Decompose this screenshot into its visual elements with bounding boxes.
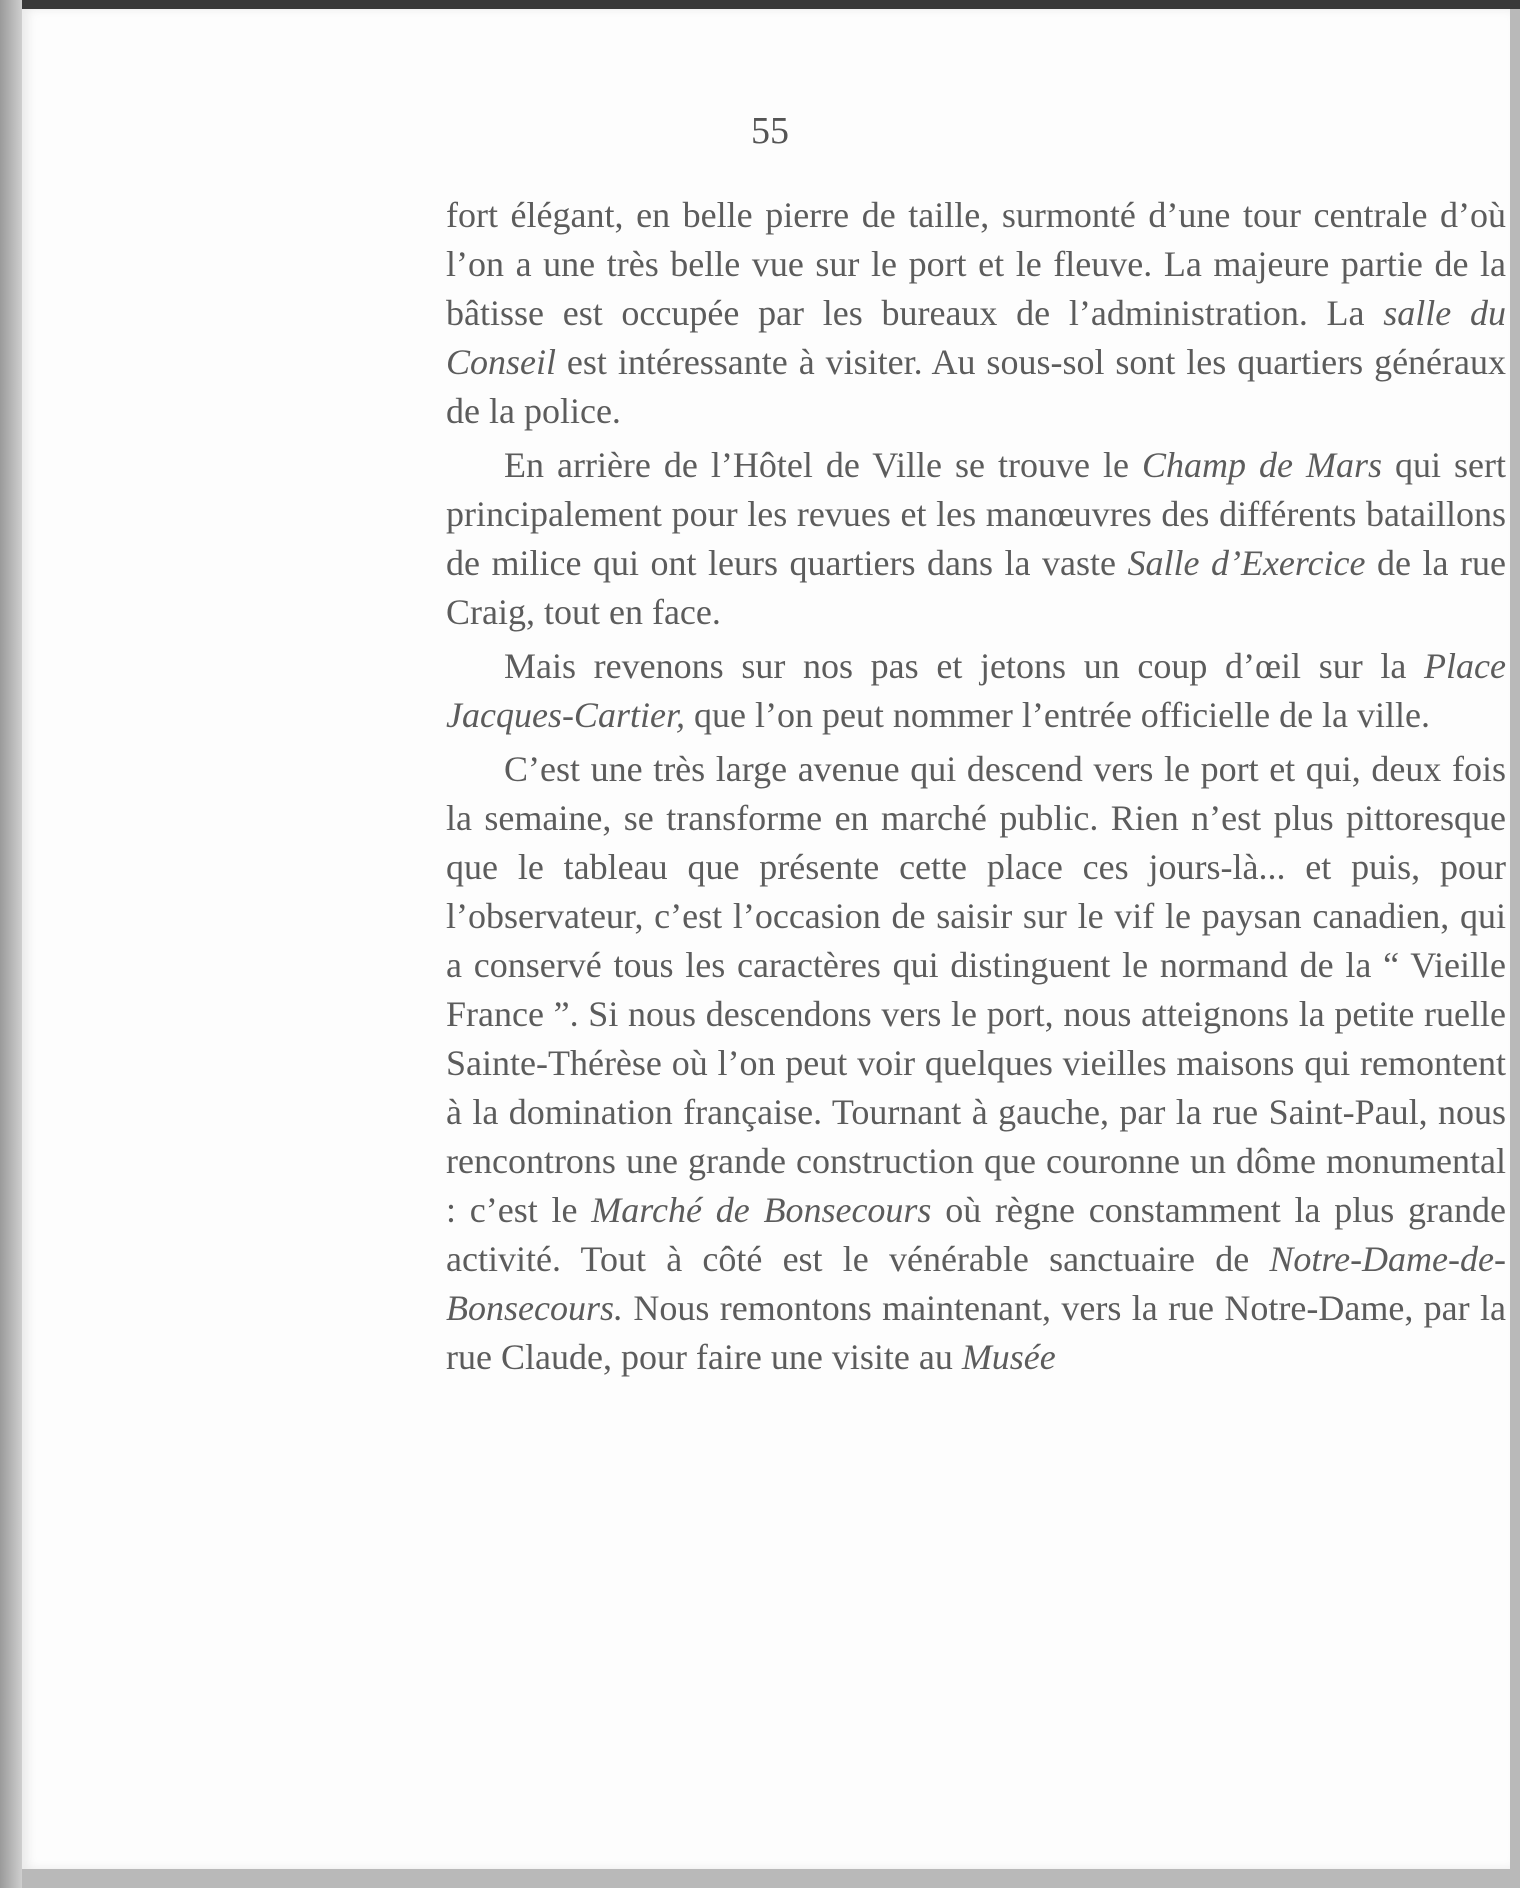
text-run: qui sert principalement pour les revues et les manœuvres des différents bataillons de milice qui ont leurs quartiers dans la vaste bbox=[446, 445, 1506, 583]
text-run: C’est une très large avenue qui descend vers le port et qui, deux fois la semaine, se transforme en marché public. Rien n’est plus pittoresque que le tableau que présente cette place ces jours-là... et puis, pour l’observateur, c’est l’occasion de saisir sur le vif le paysan canadien, qui a conservé tous les caractères qui distinguent le normand de la “ Vieille France ”. Si nous descendons vers le port, nous atteignons la petite ruelle Sainte-Thérèse où l’on peut voir quelques vieilles maisons qui remontent à la domination française. Tournant à gauche, par la rue Saint-Paul, nous rencontrons une grande construction que couronne un dôme monumental : c’est le bbox=[446, 749, 1506, 1230]
italic-run: Marché de Bonsecours bbox=[591, 1190, 932, 1230]
text-run: de la rue Craig, tout en face. bbox=[446, 543, 1506, 632]
text-run: que l’on peut nommer l’entrée officielle de la ville. bbox=[684, 695, 1431, 735]
paragraph-1 bbox=[446, 191, 1506, 436]
text-run: Nous remontons maintenant, vers la rue Notre-Dame, par la rue Claude, pour faire une visite au bbox=[446, 1288, 1506, 1377]
italic-run: Place Jacques-Cartier, bbox=[446, 646, 1506, 735]
body-text bbox=[446, 191, 1506, 1387]
text-run: est intéressante à visiter. Au sous-sol sont les quartiers généraux de la police. bbox=[446, 342, 1506, 431]
text-run: où règne constamment la plus grande activité. Tout à côté est le vénérable sanctuaire de bbox=[446, 1190, 1506, 1279]
page-number: 55 bbox=[751, 110, 789, 152]
italic-run: salle du Conseil bbox=[446, 293, 1506, 382]
paragraph-3 bbox=[446, 642, 1506, 740]
text-run: Mais revenons sur nos pas et jetons un coup d’œil sur la bbox=[504, 646, 1425, 686]
text-run: fort élégant, en belle pierre de taille, surmonté d’une tour centrale d’où l’on a une très belle vue sur le port et le fleuve. La majeure partie de la bâtisse est occupée par les bureaux de l’administration. La bbox=[446, 195, 1506, 333]
scan-top-border bbox=[0, 0, 1520, 9]
italic-run: Notre-Dame-de-Bonsecours. bbox=[446, 1239, 1506, 1328]
book-page bbox=[22, 9, 1510, 1869]
paragraph-4 bbox=[446, 745, 1506, 1382]
book-spine-edge bbox=[0, 0, 22, 1888]
italic-run: Champ de Mars bbox=[1141, 445, 1382, 485]
italic-run: Salle d’Exercice bbox=[1127, 543, 1366, 583]
italic-run: Musée bbox=[961, 1337, 1056, 1377]
paragraph-2 bbox=[446, 441, 1506, 637]
text-run: En arrière de l’Hôtel de Ville se trouve le bbox=[504, 445, 1142, 485]
